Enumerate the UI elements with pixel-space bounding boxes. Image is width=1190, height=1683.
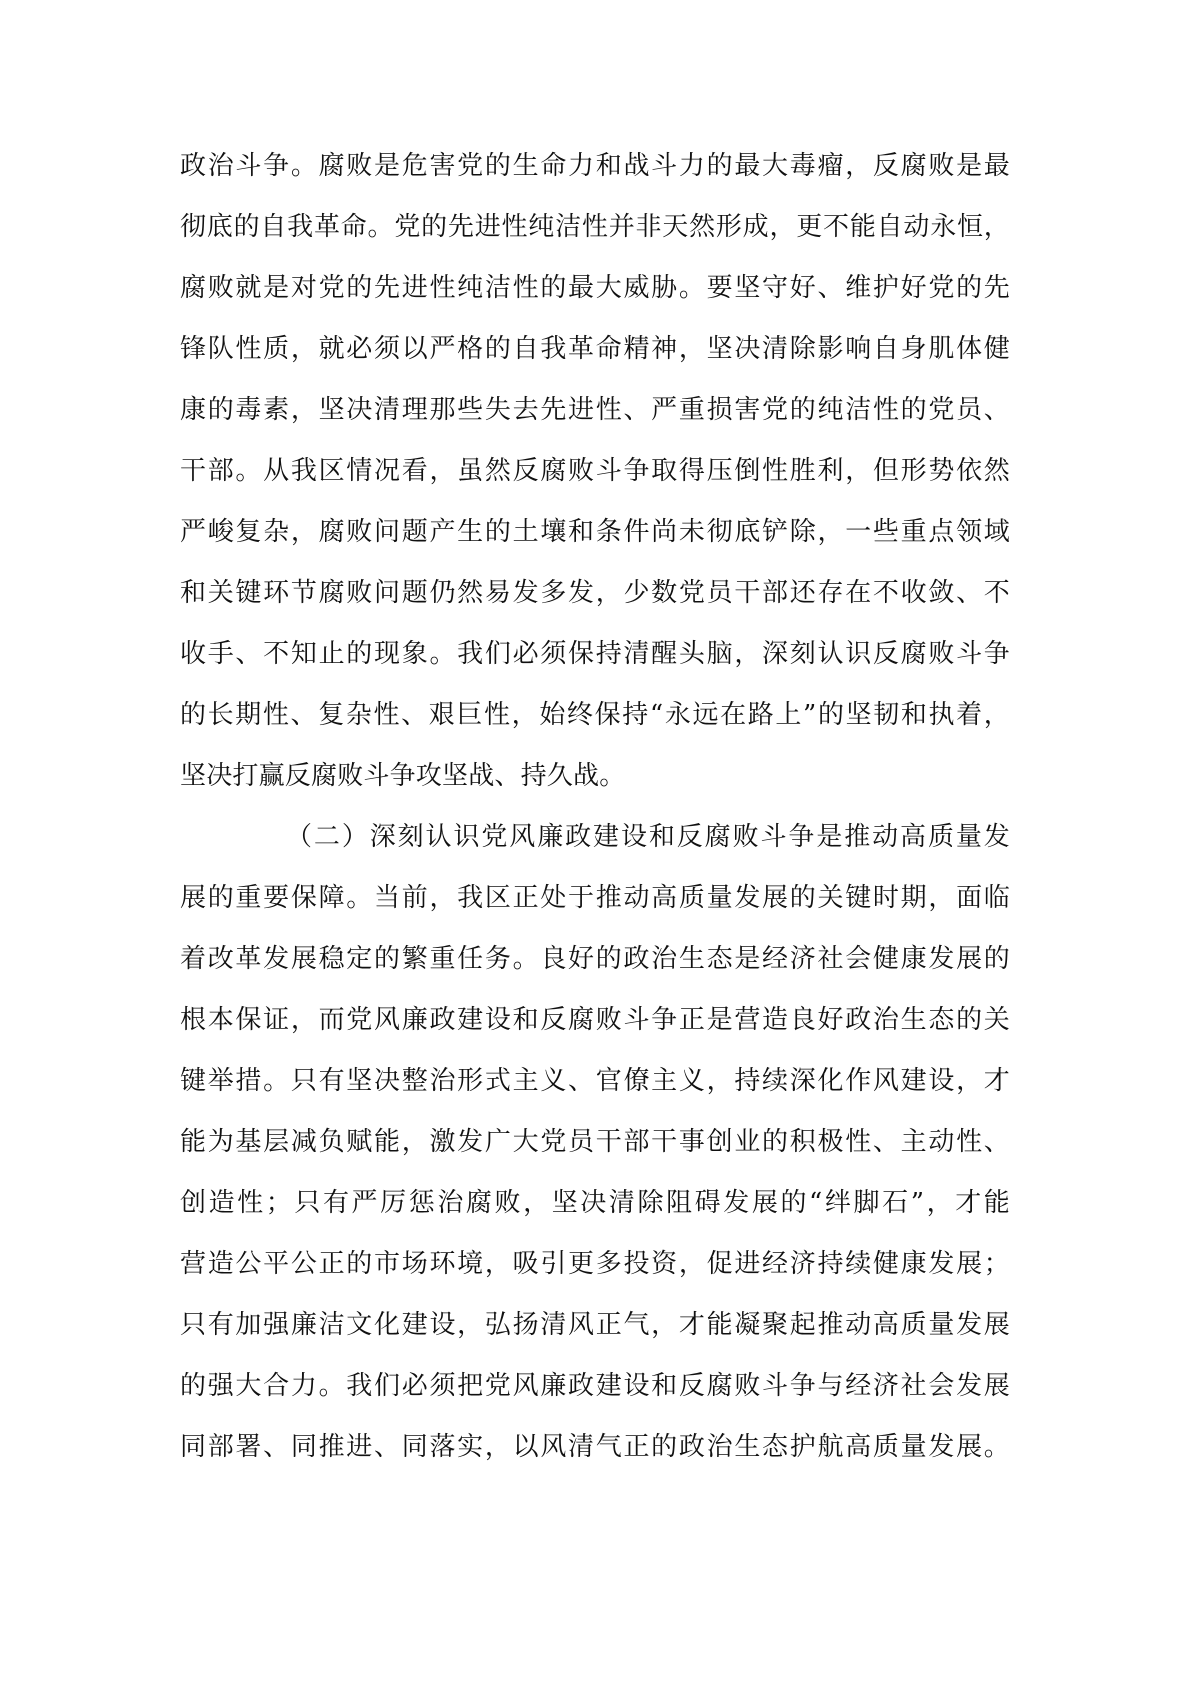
text-line: 展的重要保障。当前，我区正处于推动高质量发展的关键时期，面临 [180,883,1010,913]
text-line: 着改革发展稳定的繁重任务。良好的政治生态是经济社会健康发展的 [180,944,1010,974]
text-line: 干部。从我区情况看，虽然反腐败斗争取得压倒性胜利，但形势依然 [180,456,1010,486]
text-line: 锋队性质，就必须以严格的自我革命精神，坚决清除影响自身肌体健 [180,334,1010,364]
text-line: 和关键环节腐败问题仍然易发多发，少数党员干部还存在不收敛、不 [180,578,1010,608]
text-line: 的强大合力。我们必须把党风廉政建设和反腐败斗争与经济社会发展 [180,1371,1010,1401]
text-line: 创造性；只有严厉惩治腐败，坚决清除阻碍发展的“绊脚石”，才能 [180,1188,1010,1218]
text-line: 政治斗争。腐败是危害党的生命力和战斗力的最大毒瘤，反腐败是最 [180,151,1010,181]
text-line: 腐败就是对党的先进性纯洁性的最大威胁。要坚守好、维护好党的先 [180,273,1010,303]
text-line: 只有加强廉洁文化建设，弘扬清风正气，才能凝聚起推动高质量发展 [180,1310,1010,1340]
text-line: 坚决打赢反腐败斗争攻坚战、持久战。 [180,761,626,791]
text-line: 的长期性、复杂性、艰巨性，始终保持“永远在路上”的坚韧和执着， [180,700,1010,730]
text-line: 营造公平公正的市场环境，吸引更多投资，促进经济持续健康发展； [180,1249,1010,1279]
section-heading-line: （二）深刻认识党风廉政建设和反腐败斗争是推动高质量发 [286,822,1010,852]
text-line: 根本保证，而党风廉政建设和反腐败斗争正是营造良好政治生态的关 [180,1005,1010,1035]
text-line: 严峻复杂，腐败问题产生的土壤和条件尚未彻底铲除，一些重点领域 [180,517,1010,547]
text-line: 彻底的自我革命。党的先进性纯洁性并非天然形成，更不能自动永恒， [180,212,1010,242]
text-line: 收手、不知止的现象。我们必须保持清醒头脑，深刻认识反腐败斗争 [180,639,1010,669]
text-line: 能为基层减负赋能，激发广大党员干部干事创业的积极性、主动性、 [180,1127,1010,1157]
text-line: 键举措。只有坚决整治形式主义、官僚主义，持续深化作风建设，才 [180,1066,1010,1096]
text-line: 康的毒素，坚决清理那些失去先进性、严重损害党的纯洁性的党员、 [180,395,1010,425]
text-line: 同部署、同推进、同落实，以风清气正的政治生态护航高质量发展。 [180,1432,1010,1462]
